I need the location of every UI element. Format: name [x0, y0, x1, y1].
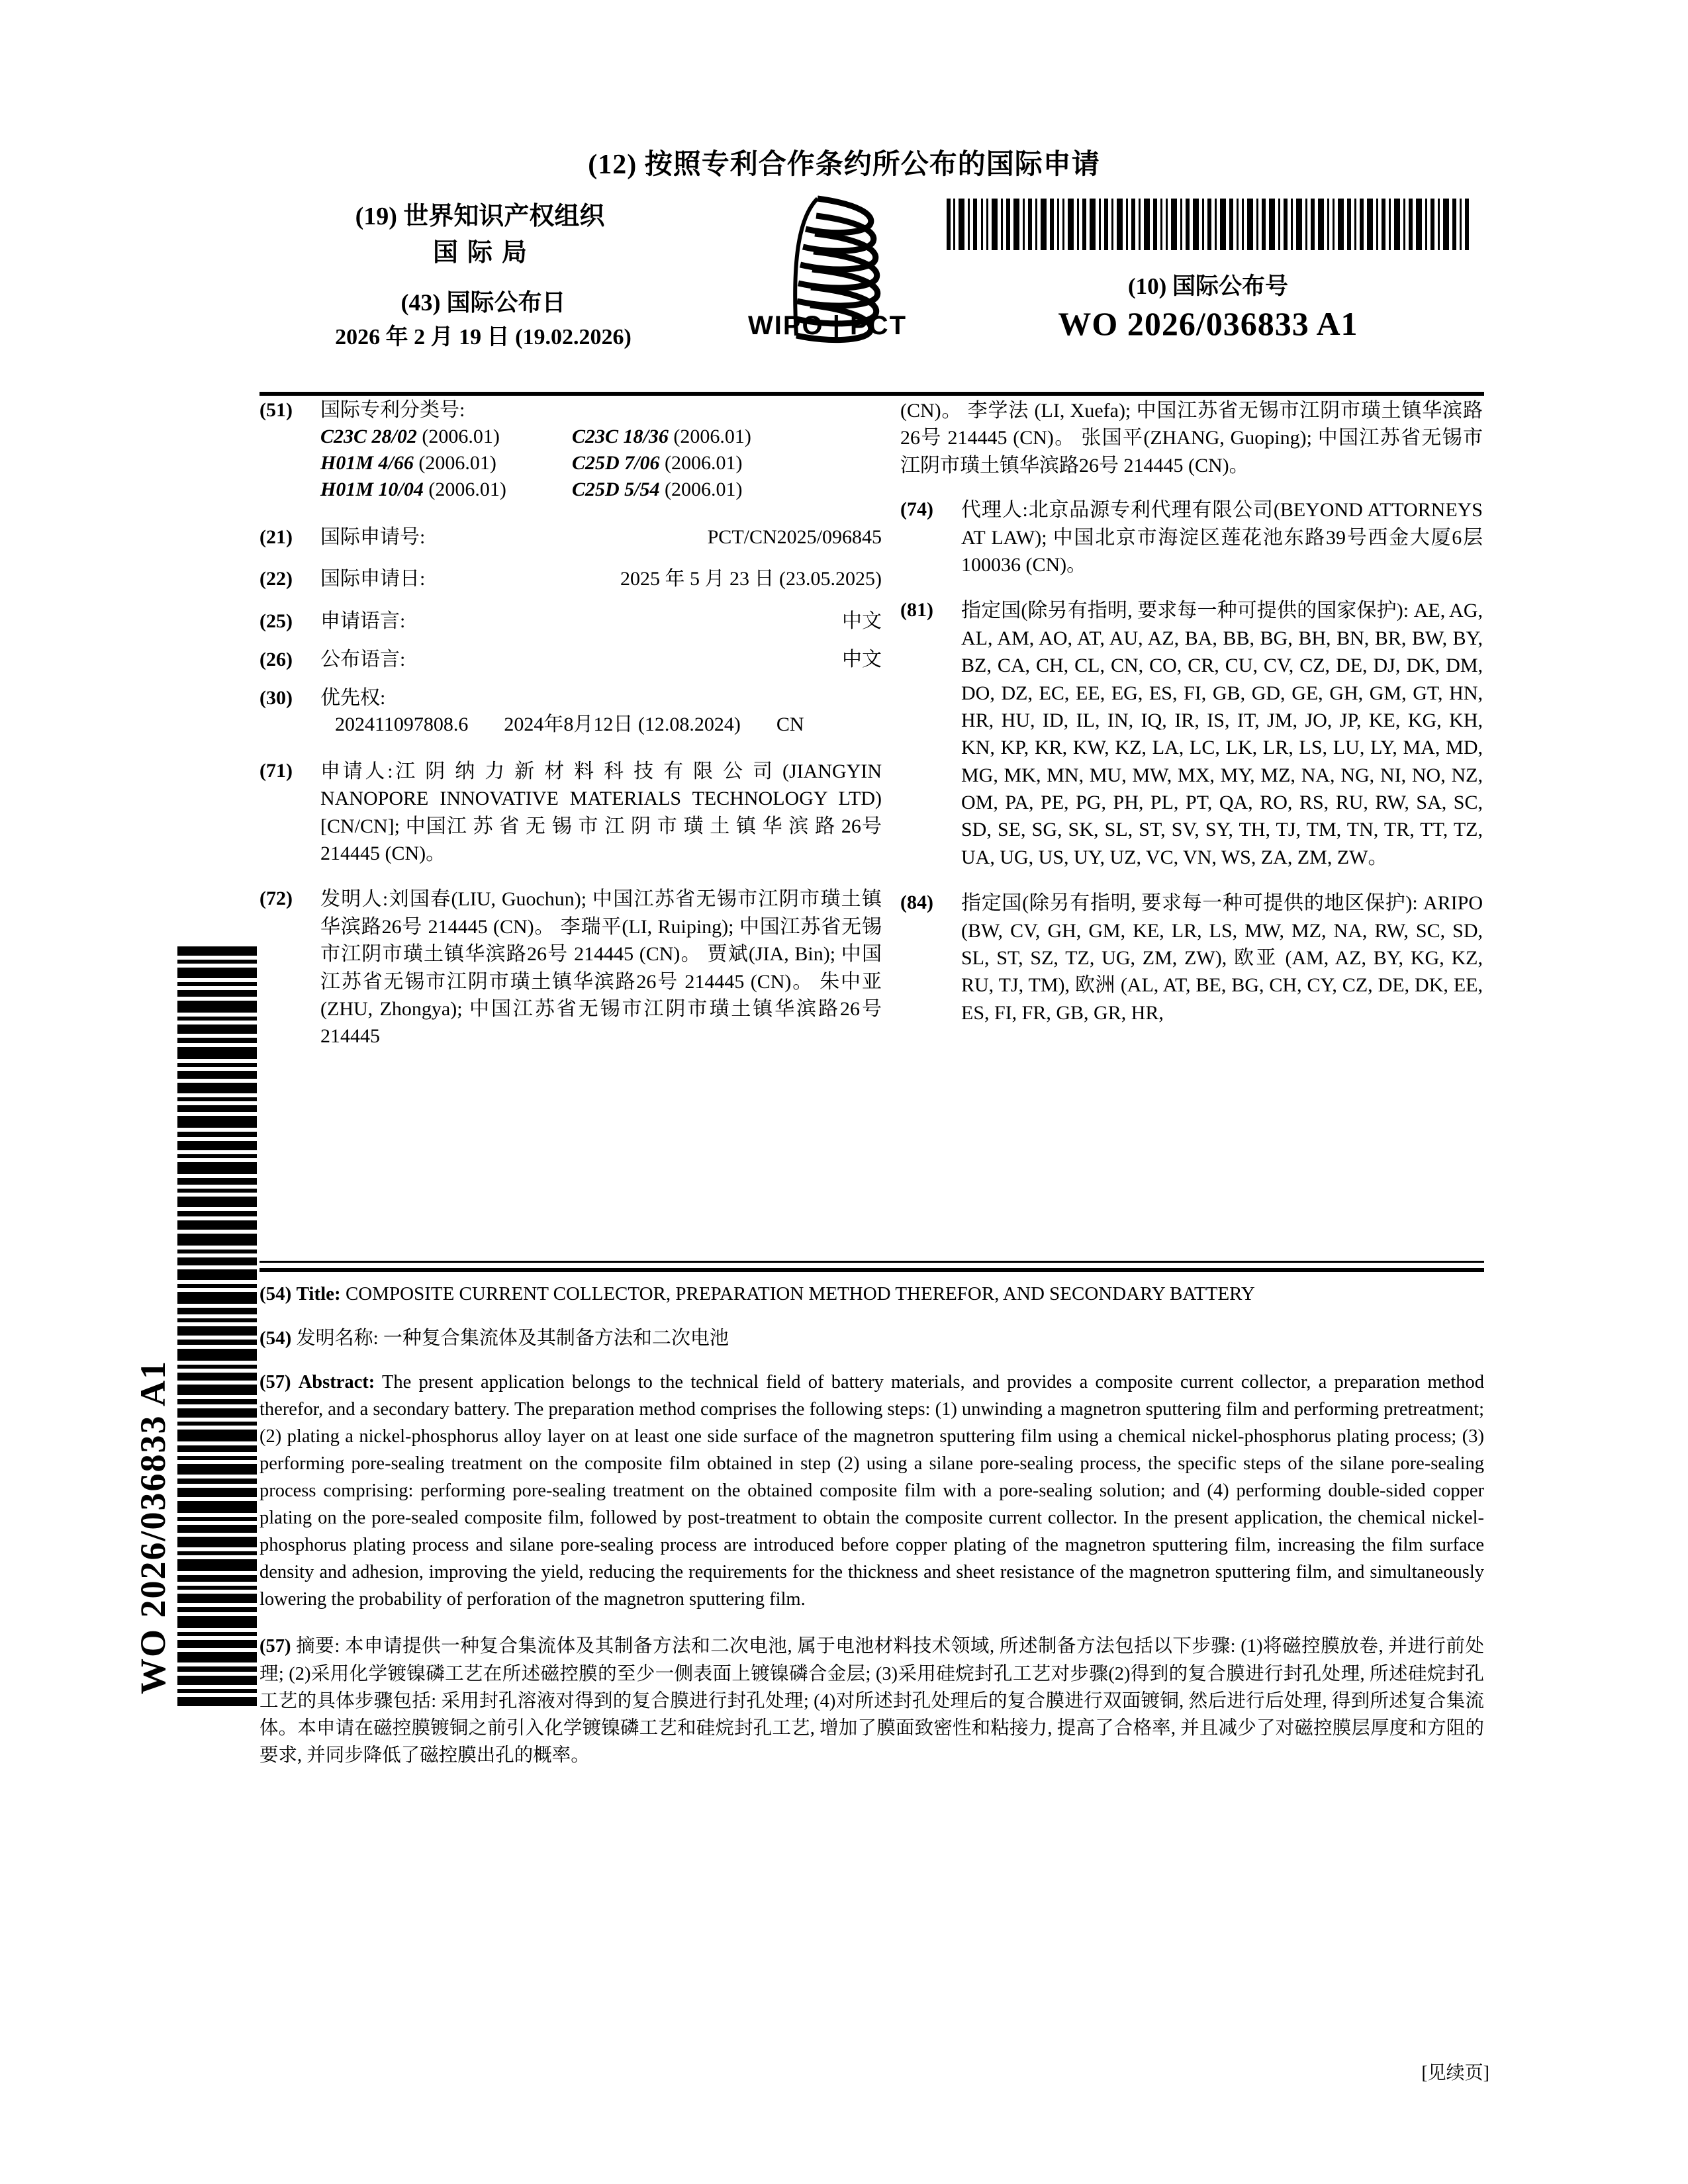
ipc-symbol: C23C 28/02 [320, 425, 417, 447]
field-publication-language [259, 647, 882, 673]
field-ipc-label: 国际专利分类号: [320, 399, 465, 421]
field-designated-regions-label: 指定国(除另有指明, 要求每一种可提供的地区保护): [961, 892, 1418, 915]
ipc-version: (2006.01) [665, 478, 743, 500]
bibliographic-left-column [259, 397, 882, 1060]
field-priority-tag: (30) [259, 687, 293, 709]
pubdate-label: 国际公布日 [446, 289, 566, 316]
ipc-version: (2006.01) [422, 425, 500, 447]
kind-code: (12) [588, 150, 637, 180]
field-designated-states-tag: (81) [900, 599, 933, 621]
title-cn-label: 发明名称: [296, 1327, 379, 1349]
inventors-continued-text: (CN)。 李学法 (LI, Xuefa); 中国江苏省无锡市江阴市璜土镇华滨路26号 214445 (CN)。 张国平(ZHANG, Guoping); 中国江苏省无锡市江阴市璜土镇华滨路26号 214445 (CN)。 [900, 400, 1483, 477]
field-applicant [259, 758, 882, 868]
inventors-continued [900, 397, 1483, 479]
field-agent [900, 496, 1483, 578]
field-filing-date-value: 2025 年 5 月 23 日 (23.05.2025) [620, 568, 882, 590]
abstract-tag: (57) [259, 1372, 291, 1393]
org-tag: (19) [355, 203, 397, 230]
divider-mid-b [259, 1268, 1484, 1272]
title-tag: (54) [259, 1283, 292, 1304]
abstract-label: Abstract: [298, 1372, 375, 1393]
title-chinese-text: 一种复合集流体及其制备方法和二次电池 [383, 1327, 729, 1349]
ipc-version: (2006.01) [673, 425, 751, 447]
field-application-number [259, 524, 882, 551]
field-application-number-value: PCT/CN2025/096845 [707, 525, 882, 548]
title-cn-tag: (54) [259, 1327, 292, 1349]
title-label: Title: [296, 1283, 341, 1304]
field-designated-states [900, 597, 1483, 871]
ipc-version: (2006.01) [418, 451, 496, 474]
ipc-row [320, 477, 882, 503]
field-ipc [259, 397, 882, 503]
abstract-cn-tag: (57) [259, 1636, 291, 1657]
org-bureau: 国际局 [432, 239, 536, 267]
publication-number-value: WO 2026/036833 A1 [1058, 305, 1358, 342]
org-name: 世界知识产权组织 [403, 203, 605, 230]
publication-kind-heading [0, 142, 1688, 182]
abstract-chinese [259, 1633, 1484, 1768]
ipc-version: (2006.01) [665, 451, 743, 474]
pubdate-tag: (43) [400, 289, 441, 316]
ipc-row [320, 450, 882, 477]
continuation-note: [见续页] [1421, 2063, 1489, 2083]
side-publication-number: WO 2026/036833 A1 [133, 1359, 173, 1694]
publication-barcode [947, 199, 1470, 250]
field-designated-states-codes: AE, AG, AL, AM, AO, AT, AU, AZ, BA, BB, BG, BH, BN, BR, BW, BY, BZ, CA, CH, CL, CN, CO, CR, CU, CV, CZ, DE, DJ, DK, DM, DO, DZ, EC, EE, EG, ES, FI, GB, GD, GE, GH, GM, GT, HN, HR, HU, ID, IL, IN, IQ, IR, IS, IT, JM, JO, JP, KE, KG, KH, KN, KP, KR, KW, KZ, LA, LC, LK, LR, LS, LU, LY, MA, MD, MG, MK, MN, MU, MW, MX, MY, MZ, NA, NG, NI, NO, NZ, OM, PA, PE, PG, PH, PL, PT, QA, RO, RS, RU, RW, SA, SC, SD, SE, SG, SK, SL, ST, SV, SY, TH, TJ, TM, TN, TR, TT, TZ, UA, UG, US, UY, UZ, VC, VN, WS, ZA, ZM, ZW。 [961, 600, 1483, 868]
priority-date: 2024年8月12日 (12.08.2024) [504, 713, 741, 736]
ipc-row [320, 424, 882, 450]
field-designated-regions [900, 889, 1483, 1026]
ipc-version: (2006.01) [428, 478, 506, 500]
field-filing-language [259, 608, 882, 635]
field-ipc-tag: (51) [259, 399, 293, 421]
field-filing-language-tag: (25) [259, 610, 293, 633]
title-chinese [259, 1325, 1484, 1352]
priority-number: 202411097808.6 [335, 713, 469, 736]
priority-country: CN [776, 713, 804, 736]
field-publication-language-value: 中文 [842, 649, 882, 671]
abstract-english [259, 1369, 1484, 1613]
field-publication-language-tag: (26) [259, 649, 293, 671]
field-agent-value: 北京品源专利代理有限公司(BEYOND ATTORNEYS AT LAW); 中国北京市海淀区莲花池东路39号西金大厦6层 100036 (CN)。 [961, 499, 1483, 576]
ipc-symbol: H01M 10/04 [320, 478, 424, 500]
field-filing-language-label: 申请语言: [320, 610, 406, 633]
ipc-symbol: C23C 18/36 [572, 425, 669, 447]
field-applicant-label: 申请人: [320, 760, 393, 782]
bibliographic-right-column [900, 397, 1483, 1036]
pubno-tag: (10) [1127, 273, 1167, 299]
field-agent-label: 代理人: [961, 499, 1028, 522]
field-filing-date [259, 566, 882, 592]
field-priority-label: 优先权: [320, 687, 386, 709]
divider-top [259, 392, 1484, 396]
field-inventors [259, 886, 882, 1050]
field-applicant-tag: (71) [259, 759, 293, 782]
abstract-cn-label: 摘要: [296, 1636, 340, 1657]
title-and-abstract-section [259, 1281, 1484, 1789]
ipc-symbol: C25D 5/54 [572, 478, 660, 500]
field-application-number-tag: (21) [259, 525, 293, 548]
kind-text: 按照专利合作条约所公布的国际申请 [644, 150, 1100, 180]
abstract-chinese-text: 本申请提供一种复合集流体及其制备方法和二次电池, 属于电池材料技术领域, 所述制备方法包括以下步骤: (1)将磁控膜放卷, 并进行前处理; (2)采用化学镀镍磷工艺在所述磁控膜的至少一侧表面上镀镍磷合金层; (3)采用硅烷封孔工艺对步骤(2)得到的复合膜进行封孔处理, 所述硅烷封孔工艺的具体步骤包括: 采用封孔溶液对得到的复合膜进行封孔处理; (4)对所述封孔处理后的复合膜进行双面镀铜, 然后进行后处理, 得到所述复合集流体。本申请在磁控膜镀铜之前引入化学镀镍磷工艺和硅烷封孔工艺, 增加了膜面致密性和粘接力, 提高了合格率, 并且减少了对磁控膜层厚度和方阻的要求, 并同步降低了磁控膜出孔的概率。 [259, 1636, 1485, 1766]
field-agent-tag: (74) [900, 498, 933, 521]
field-application-number-label: 国际申请号: [320, 525, 426, 548]
ipc-symbol: C25D 7/06 [572, 451, 660, 474]
field-designated-regions-tag: (84) [900, 891, 933, 914]
publication-date-block [278, 285, 688, 354]
ipc-symbol: H01M 4/66 [320, 451, 414, 474]
field-designated-states-label: 指定国(除另有指明, 要求每一种可提供的国家保护): [961, 600, 1409, 622]
field-designated-regions-codes: ARIPO (BW, CV, GH, GM, KE, LR, LS, MW, MZ, NA, RW, SC, SD, SL, ST, SZ, TZ, UG, ZM, ZW), 欧亚 (AM, AZ, BY, KG, KZ, RU, TJ, TM), 欧洲 (AL, AT, BE, BG, CH, CY, CZ, DE, DK, EE, ES, FI, FR, GB, GR, HR, [961, 892, 1483, 1024]
abstract-english-text: The present application belongs to the technical field of battery materials, and provides a composite current collector, a preparation method therefor, and a secondary battery. The preparation method comprises the following steps: (1) unwinding a magnetron sputtering film and performing pretreatment; (2) plating a nickel-phosphorus alloy layer on at least one side surface of the magnetron sputtering film using a chemical nickel-phosphorus plating process; (3) performing pore-sealing treatment on the composite film obtained in step (2) using a silane pore-sealing process, the specific steps of the silane pore-sealing process comprising: performing pore-sealing treatment on the obtained composite film with a pore-sealing solution; and (4) performing double-sided copper plating on the pore-sealed composite film, followed by post-treatment to obtain the composite current collector. In the present application, the chemical nickel-phosphorus plating process and silane pore-sealing process are introduced before copper plating of the magnetron sputtering film, increasing the film surface density and adhesion, improving the yield, reducing the requirements for the thickness and sheet resistance of the magnetron sputtering film, and simultaneously lowering the probability of perforation of the magnetron sputtering film. [259, 1372, 1485, 1610]
divider-mid-a [259, 1261, 1484, 1263]
field-inventors-tag: (72) [259, 887, 293, 910]
field-filing-date-label: 国际申请日: [320, 568, 426, 590]
side-barcode [177, 946, 257, 1707]
field-applicant-value: 江 阴 纳 力 新 材 料 科 技 有 限 公 司 (JIANGYIN NANOPORE INNOVATIVE MATERIALS TECHNOLOGY LTD) [CN/CN]; 中国江 苏 省 无 锡 市 江 阴 市 璜 土 镇 华 滨 路 26号 214445 (CN)。 [320, 760, 882, 865]
pubno-label-text: 国际公布号 [1172, 273, 1289, 299]
field-publication-language-label: 公布语言: [320, 649, 406, 671]
field-priority [259, 685, 882, 738]
publication-number-label [947, 268, 1470, 301]
wipo-pct-wordmark: WIPO | PCT [747, 311, 908, 340]
title-english [259, 1281, 1484, 1308]
field-filing-date-tag: (22) [259, 568, 293, 590]
title-english-text: COMPOSITE CURRENT COLLECTOR, PREPARATION METHOD THEREFOR, AND SECONDARY BATTERY [345, 1283, 1255, 1304]
field-inventors-label: 发明人: [320, 888, 389, 911]
field-filing-language-value: 中文 [842, 610, 882, 633]
pubdate-value: 2026 年 2 月 19 日 (19.02.2026) [335, 325, 632, 349]
field-inventors-value: 刘国春(LIU, Guochun); 中国江苏省无锡市江阴市璜土镇华滨路26号 214445 (CN)。 李瑞平(LI, Ruiping); 中国江苏省无锡市江阴市璜土镇华滨路26号 214445 (CN)。 贾斌(JIA, Bin); 中国江苏省无锡市江阴市璜土镇华滨路26号 214445 (CN)。 朱中亚(ZHU, Zhongya); 中国江苏省无锡市江阴市璜土镇华滨路26号 214445 [320, 888, 882, 1048]
organization-block [301, 199, 659, 271]
